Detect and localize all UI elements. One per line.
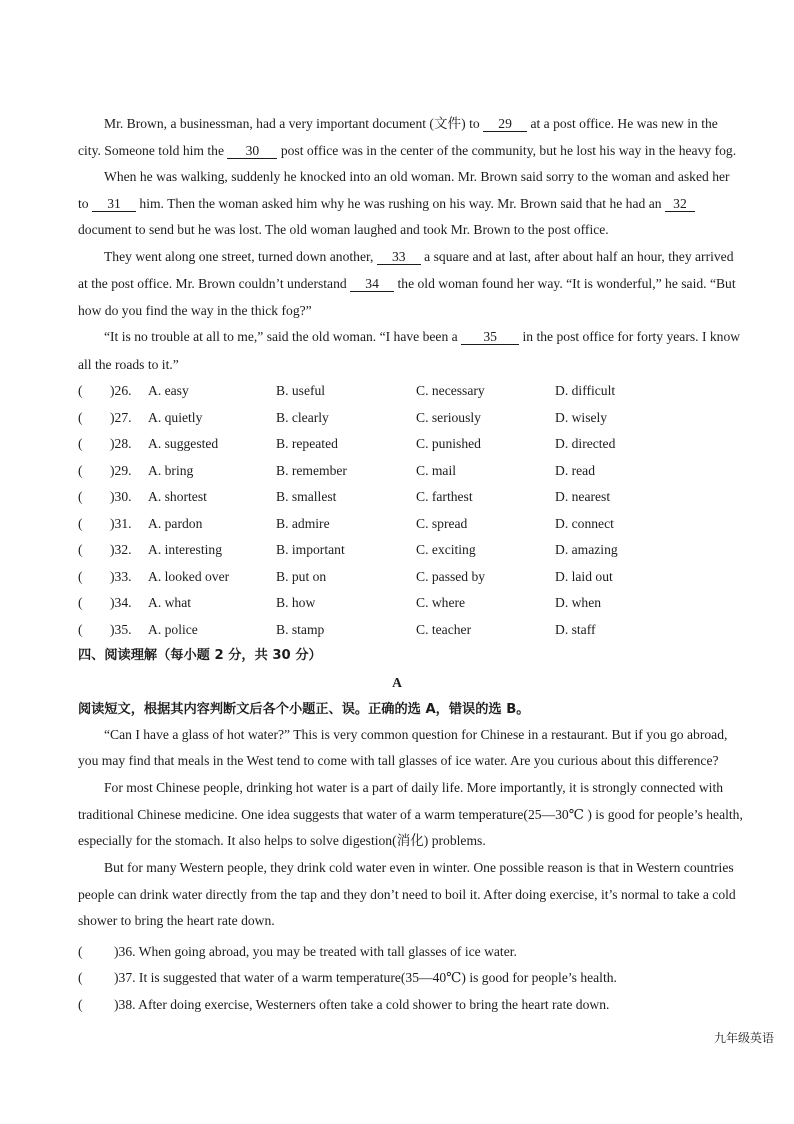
option-d: D. amazing [555,542,618,557]
reading-line: especially for the stomach. It also helps to solve digestion(消化) problems. [78,833,486,848]
cloze-blank: 29 [483,117,527,132]
question-number: )29. [110,463,132,478]
question-number: )35. [110,622,132,637]
section-title: 四、阅读理解（每小题 2 分，共 30 分） [78,648,322,663]
question-number: )26. [110,383,132,398]
passage-text: at a post office. He was new in the [530,116,718,131]
question-number: )32. [110,542,132,557]
reading-line: people can drink water directly from the tap and they don’t need to boil it. After doing exercise, it’s normal to take a cold [78,887,736,902]
question-number: )28. [110,436,132,451]
option-c: C. seriously [416,410,481,425]
option-d: D. laid out [555,569,613,584]
passage-text: They went along one street, turned down another, [104,249,374,264]
part-label: A [392,675,402,690]
passage-line [78,142,790,160]
question-row [78,515,790,533]
passage-line [78,195,790,213]
option-d: D. connect [555,516,614,531]
passage-text: him. Then the woman asked him why he was rushing on his way. Mr. Brown said that he had an [139,196,662,211]
passage-line [104,115,790,133]
option-a: A. shortest [148,489,207,504]
reading-line: For most Chinese people, drinking hot water is a part of daily life. More importantly, it is strongly connected with [104,780,724,795]
answer-bracket[interactable]: ( [78,542,83,557]
question-row [78,488,790,506]
option-d: D. directed [555,436,616,451]
passage-text: to [78,196,89,211]
option-d: D. staff [555,622,596,637]
cloze-blank: 31 [92,197,136,212]
option-c: C. necessary [416,383,485,398]
answer-bracket[interactable]: ( [78,410,83,425]
answer-bracket[interactable]: ( [78,489,83,504]
option-b: B. admire [276,516,330,531]
option-a: A. pardon [148,516,203,531]
question-number: )33. [110,569,132,584]
option-d: D. nearest [555,489,611,504]
option-d: D. wisely [555,410,608,425]
answer-bracket[interactable]: ( [78,516,83,531]
option-c: C. farthest [416,489,473,504]
question-number: )27. [110,410,132,425]
passage-text: Mr. Brown, a businessman, had a very important document (文件) to [104,116,480,131]
option-d: D. read [555,463,596,478]
option-a: A. suggested [148,436,219,451]
option-a: A. quietly [148,410,203,425]
question-row [78,621,790,639]
cloze-blank: 33 [377,250,421,265]
question-row [78,568,790,586]
option-a: A. interesting [148,542,222,557]
reading-line: “Can I have a glass of hot water?” This is very common question for Chinese in a restaurant. But if you go abroad, [104,727,728,742]
question-number: )30. [110,489,132,504]
answer-bracket[interactable]: ( [78,944,83,959]
cloze-blank: 34 [350,277,394,292]
reading-instruction: 阅读短文，根据其内容判断文后各个小题正、误。正确的选 A，错误的选 B。 [78,702,530,717]
cloze-blank: 30 [227,144,277,159]
passage-line [104,248,790,266]
passage-line [78,275,790,293]
option-b: B. important [276,542,345,557]
reading-line: But for many Western people, they drink cold water even in winter. One possible reason is that in Western countries [104,860,734,875]
option-c: C. mail [416,463,457,478]
question-number: )34. [110,595,132,610]
question-number: )31. [110,516,132,531]
option-a: A. bring [148,463,194,478]
option-c: C. where [416,595,466,610]
passage-line: how do you find the way in the thick fog?” [78,303,312,318]
option-b: B. clearly [276,410,329,425]
option-b: B. smallest [276,489,337,504]
option-b: B. put on [276,569,327,584]
option-a: A. looked over [148,569,230,584]
passage-line: document to send but he was lost. The old woman laughed and took Mr. Brown to the post office. [78,222,609,237]
tf-question-text: )38. After doing exercise, Westerners often take a cold shower to bring the heart rate down. [114,997,610,1012]
reading-line: shower to bring the heart rate down. [78,913,275,928]
option-a: A. police [148,622,198,637]
option-d: D. difficult [555,383,616,398]
cloze-blank: 32 [665,197,695,212]
option-b: B. how [276,595,316,610]
option-a: A. easy [148,383,189,398]
option-b: B. useful [276,383,326,398]
reading-line: traditional Chinese medicine. One idea suggests that water of a warm temperature(25—30℃ ) is good for people’s health, [78,807,743,822]
answer-bracket[interactable]: ( [78,383,83,398]
question-row [78,409,790,427]
question-row [78,435,790,453]
option-c: C. teacher [416,622,472,637]
tf-question-text: )37. It is suggested that water of a warm temperature(35—40℃) is good for people’s health. [114,970,617,985]
passage-text: in the post office for forty years. I know [522,329,741,344]
answer-bracket[interactable]: ( [78,463,83,478]
passage-text: “It is no trouble at all to me,” said the old woman. “I have been a [104,329,458,344]
question-row [78,541,790,559]
option-b: B. repeated [276,436,338,451]
reading-line: you may find that meals in the West tend to come with tall glasses of ice water. Are you curious about this difference? [78,753,719,768]
option-c: C. spread [416,516,468,531]
answer-bracket[interactable]: ( [78,436,83,451]
passage-text: city. Someone told him the [78,143,224,158]
option-c: C. exciting [416,542,476,557]
passage-text: at the post office. Mr. Brown couldn’t understand [78,276,347,291]
option-c: C. passed by [416,569,486,584]
question-row [78,382,790,400]
answer-bracket[interactable]: ( [78,997,83,1012]
answer-bracket[interactable]: ( [78,595,83,610]
page-footer: 九年级英语 [713,1031,774,1045]
option-c: C. punished [416,436,481,451]
option-b: B. remember [276,463,347,478]
passage-line: all the roads to it.” [78,357,179,372]
option-a: A. what [148,595,192,610]
passage-text: a square and at last, after about half an hour, they arrived [424,249,734,264]
answer-bracket[interactable]: ( [78,569,83,584]
cloze-blank: 35 [461,330,519,345]
answer-bracket[interactable]: ( [78,622,83,637]
option-d: D. when [555,595,602,610]
answer-bracket[interactable]: ( [78,970,83,985]
passage-text: post office was in the center of the community, but he lost his way in the heavy fog. [280,143,737,158]
passage-line: When he was walking, suddenly he knocked into an old woman. Mr. Brown said sorry to the woman and asked her [104,169,730,184]
question-row [78,462,790,480]
tf-question-text: )36. When going abroad, you may be treated with tall glasses of ice water. [114,944,517,959]
passage-line [104,328,790,346]
question-row [78,594,790,612]
option-b: B. stamp [276,622,325,637]
passage-text: the old woman found her way. “It is wonderful,” he said. “But [397,276,736,291]
